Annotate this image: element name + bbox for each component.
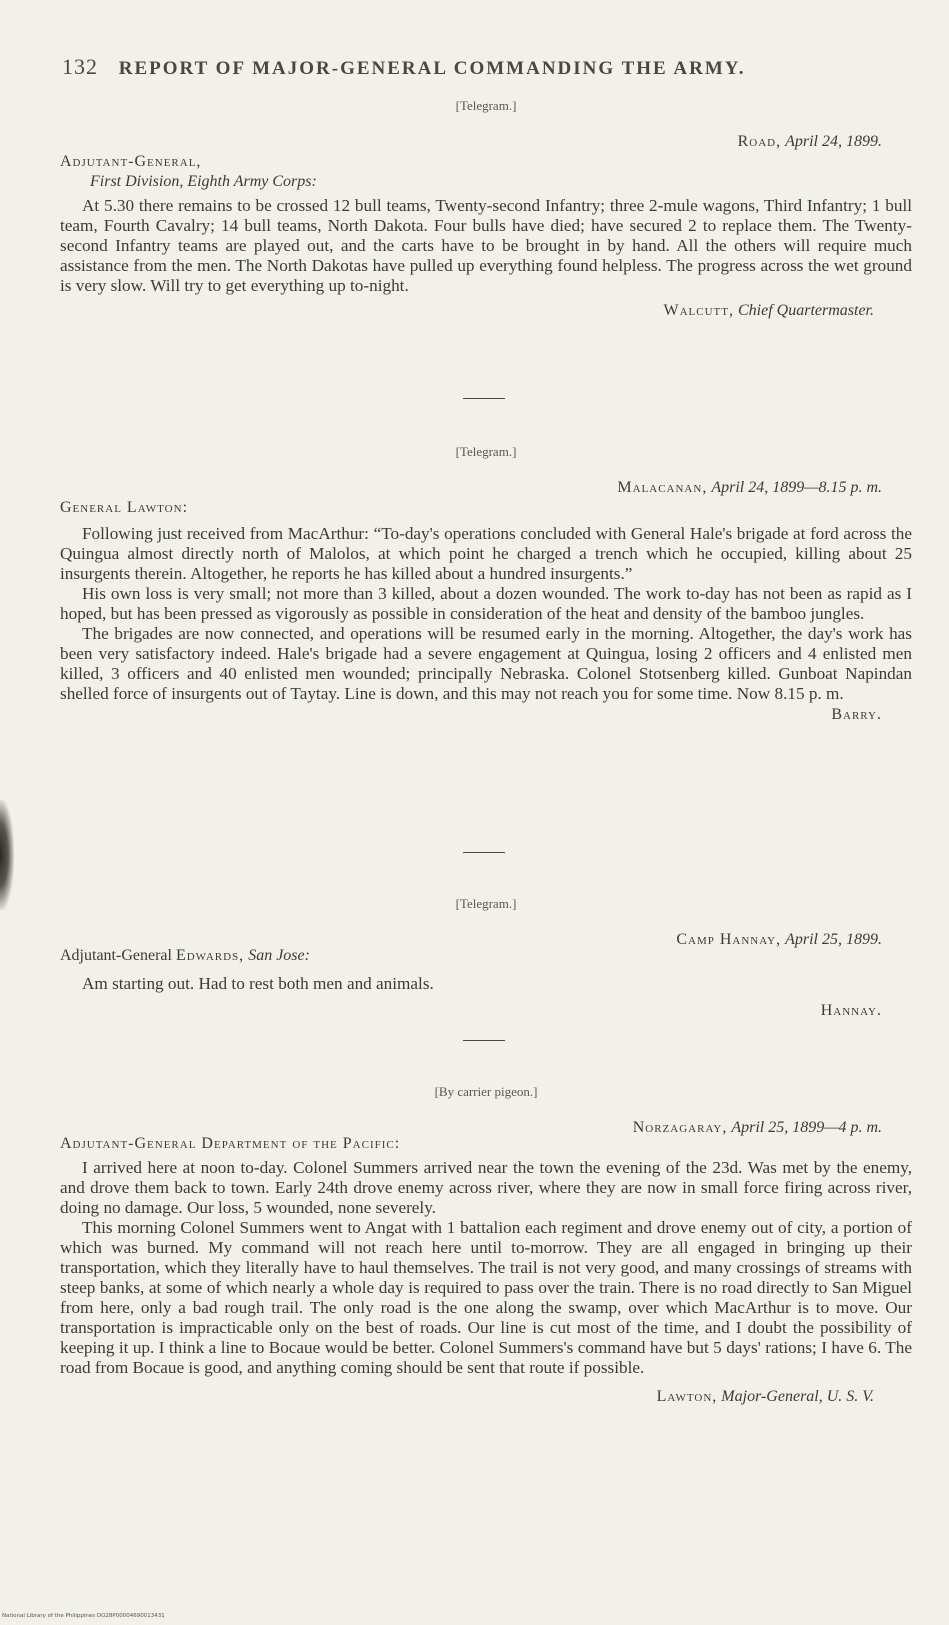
telegram-hannay bbox=[60, 894, 912, 1022]
signature bbox=[60, 1386, 912, 1408]
running-title: REPORT OF MAJOR-GENERAL COMMANDING THE ARMY. bbox=[118, 58, 746, 79]
dateline-date: April 25, 1899. bbox=[785, 931, 882, 948]
address bbox=[60, 152, 912, 172]
dateline-date: April 24, 1899. bbox=[785, 133, 882, 150]
dateline-date: April 25, 1899—4 p. m. bbox=[731, 1119, 882, 1136]
signature-name: Lawton, bbox=[656, 1388, 718, 1405]
signature bbox=[60, 1000, 912, 1022]
signature-name: Barry. bbox=[831, 706, 882, 723]
dateline bbox=[60, 476, 912, 500]
address-text: Adjutant-General Department of the Pacific: bbox=[60, 1135, 401, 1152]
signature-title: Chief Quartermaster. bbox=[738, 302, 874, 319]
signature-title: Major-General, U. S. V. bbox=[721, 1388, 874, 1405]
running-head bbox=[62, 54, 892, 80]
telegram-tag: [Telegram.] bbox=[455, 98, 517, 113]
dateline-place: Malacanan, bbox=[617, 479, 708, 496]
scan-edge-shadow bbox=[0, 800, 14, 910]
page-number: 132 bbox=[62, 54, 98, 79]
paragraph: At 5.30 there remains to be crossed 12 bull teams, Twenty-second Infantry; three 2-mule wagons, Third Infantry; 1 bull team, Fourth Cavalry; 14 bull teams, North Dakota. Four bulls have died; have secured 2 to replace them. The Twenty-second Infantry teams are played out, and the carts have to be brought in by hand. All the others will require much assistance from the men. The North Dakotas have pulled up everything found helpless. The progress across the wet ground is very slow. Will try to get everything up to-night. bbox=[60, 196, 912, 295]
paragraph: Following just received from MacArthur: “To-day's operations concluded with General Hale's brigade at ford across the Quingua almost directly north of Malolos, at which point he charged a trench which he occupied, killing about 25 insurgents therein. Altogether, he reports he has killed about a hundred insurgents.” bbox=[60, 524, 912, 583]
address-name: Edwards, bbox=[175, 947, 245, 964]
telegram-tag: [Telegram.] bbox=[455, 896, 517, 911]
section-divider bbox=[463, 1040, 505, 1041]
address-place: San Jose: bbox=[248, 947, 310, 964]
dateline-date: April 24, 1899—8.15 p. m. bbox=[711, 479, 882, 496]
telegram-tag: [By carrier pigeon.] bbox=[434, 1084, 538, 1099]
address bbox=[60, 498, 912, 518]
dateline-place: Norzagaray, bbox=[632, 1119, 728, 1136]
paragraph: The brigades are now connected, and operations will be resumed early in the morning. Altogether, the day's work has been very satisfactory indeed. Hale's brigade had a severe engagement at Quingua, losing 2 officers and 4 enlisted men killed, 3 officers and 40 enlisted men wounded; principally Nebraska. Colonel Stotsenberg killed. Gunboat Napindan shelled force of insurgents out of Taytay. Line is down, and this may not reach you for some time. Now 8.15 p. m. bbox=[60, 624, 912, 703]
dateline-place: Camp Hannay, bbox=[676, 931, 782, 948]
scan-footer: National Library of the Philippines DO28P00004690013431 bbox=[2, 1613, 165, 1619]
signature-name: Hannay. bbox=[820, 1002, 882, 1019]
address-text: General Lawton: bbox=[60, 499, 189, 516]
paragraph: I arrived here at noon to-day. Colonel Summers arrived near the town the evening of the 23d. Was met by the enemy, and drove them back to town. Early 24th drove enemy across river, where they are now in small force firing across river, doing no damage. Our loss, 5 wounded, none severely. bbox=[60, 1158, 912, 1217]
address-sub: First Division, Eighth Army Corps: bbox=[90, 173, 317, 190]
telegram-barry bbox=[60, 442, 912, 726]
address-prefix: Adjutant-General bbox=[60, 947, 172, 964]
section-divider bbox=[463, 398, 505, 399]
telegram-walcutt bbox=[60, 96, 912, 322]
telegram-tag: [Telegram.] bbox=[455, 444, 517, 459]
dateline bbox=[60, 130, 912, 154]
telegram-lawton bbox=[60, 1082, 912, 1408]
paragraph: Am starting out. Had to rest both men and animals. bbox=[82, 974, 434, 993]
paragraph: This morning Colonel Summers went to Angat with 1 battalion each regiment and drove enemy out of city, a portion of which was burned. My command will not reach here until to-morrow. They are all engaged in bringing up their transportation, which they literally have to haul themselves. The trail is not very good, and many crossings of streams with steep banks, at some of which nearly a whole day is required to pass over the train. There is no road directly to San Miguel from here, only a bad rough trail. The only road is the one along the swamp, over which MacArthur is to move. Our transportation is impracticable only on the best of roads. Our line is cut most of the time, and I doubt the possibility of keeping it up. I think a line to Bocaue would be better. Colonel Summers's command have but 5 days' rations; I have 6. The road from Bocaue is good, and anything coming should be sent that route if possible. bbox=[60, 1218, 912, 1377]
section-divider bbox=[463, 852, 505, 853]
paragraph: His own loss is very small; not more than 3 killed, about a dozen wounded. The work to-day has not been as rapid as I hoped, but has been pressed as vigorously as possible in consideration of the heat and density of the bamboo jungles. bbox=[60, 584, 912, 623]
dateline-place: Road, bbox=[737, 133, 782, 150]
signature bbox=[60, 704, 912, 726]
address-text: Adjutant-General, bbox=[60, 153, 202, 170]
signature bbox=[60, 300, 912, 322]
signature-name: Walcutt, bbox=[663, 302, 734, 319]
